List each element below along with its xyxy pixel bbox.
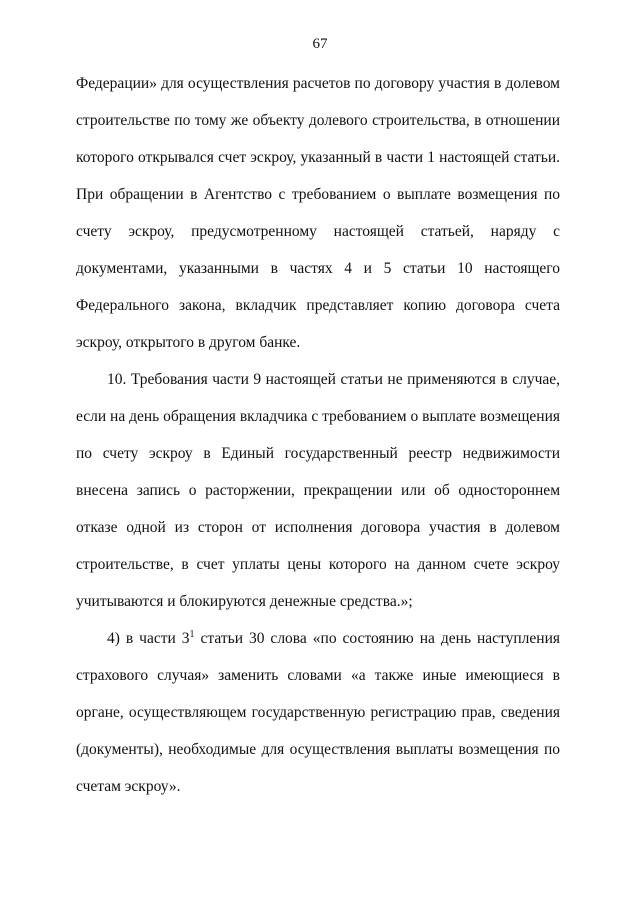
text-line: отказе одной из сторон от исполнения договора участия в долевом	[76, 519, 560, 536]
text-line: При обращении в Агентство с требованием о выплате возмещения по	[76, 186, 560, 203]
page-number: 67	[312, 36, 328, 52]
line-part: 4) в части 3	[107, 630, 190, 647]
text-line	[76, 629, 560, 649]
document-body	[76, 74, 560, 814]
text-line: по счету эскроу в Единый государственный реестр недвижимости	[76, 445, 560, 462]
text-line: счетам эскроу».	[76, 778, 181, 795]
text-line: счету эскроу, предусмотренному настоящей статьей, наряду с	[76, 223, 560, 240]
text-line: строительстве, в счет уплаты цены которого на данном счете эскроу	[76, 556, 560, 573]
text-line: страхового случая» заменить словами «а также иные имеющиеся в	[76, 667, 560, 684]
line-part: статьи 30 слова «по состоянию на день наступления	[194, 630, 561, 647]
text-line: органе, осуществляющем государственную регистрацию прав, сведения	[76, 704, 560, 721]
text-line: документами, указанными в частях 4 и 5 статьи 10 настоящего	[76, 260, 560, 277]
text-line: учитываются и блокируются денежные средства.»;	[76, 593, 413, 610]
text-line: если на день обращения вкладчика с требованием о выплате возмещения	[76, 408, 560, 425]
text-line: Федерального закона, вкладчик представляет копию договора счета	[76, 297, 560, 314]
superscript: 1	[189, 628, 195, 640]
text-line: внесена запись о расторжении, прекращении или об одностороннем	[76, 482, 560, 499]
text-line: Федерации» для осуществления расчетов по договору участия в долевом	[76, 75, 560, 92]
text-line: 10. Требования части 9 настоящей статьи не применяются в случае,	[107, 371, 560, 388]
text-line: эскроу, открытого в другом банке.	[76, 334, 301, 351]
text-line: (документы), необходимые для осуществления выплаты возмещения по	[76, 741, 560, 758]
text-line: которого открывался счет эскроу, указанный в части 1 настоящей статьи.	[76, 149, 560, 166]
text-line: строительстве по тому же объекту долевого строительства, в отношении	[76, 112, 560, 129]
